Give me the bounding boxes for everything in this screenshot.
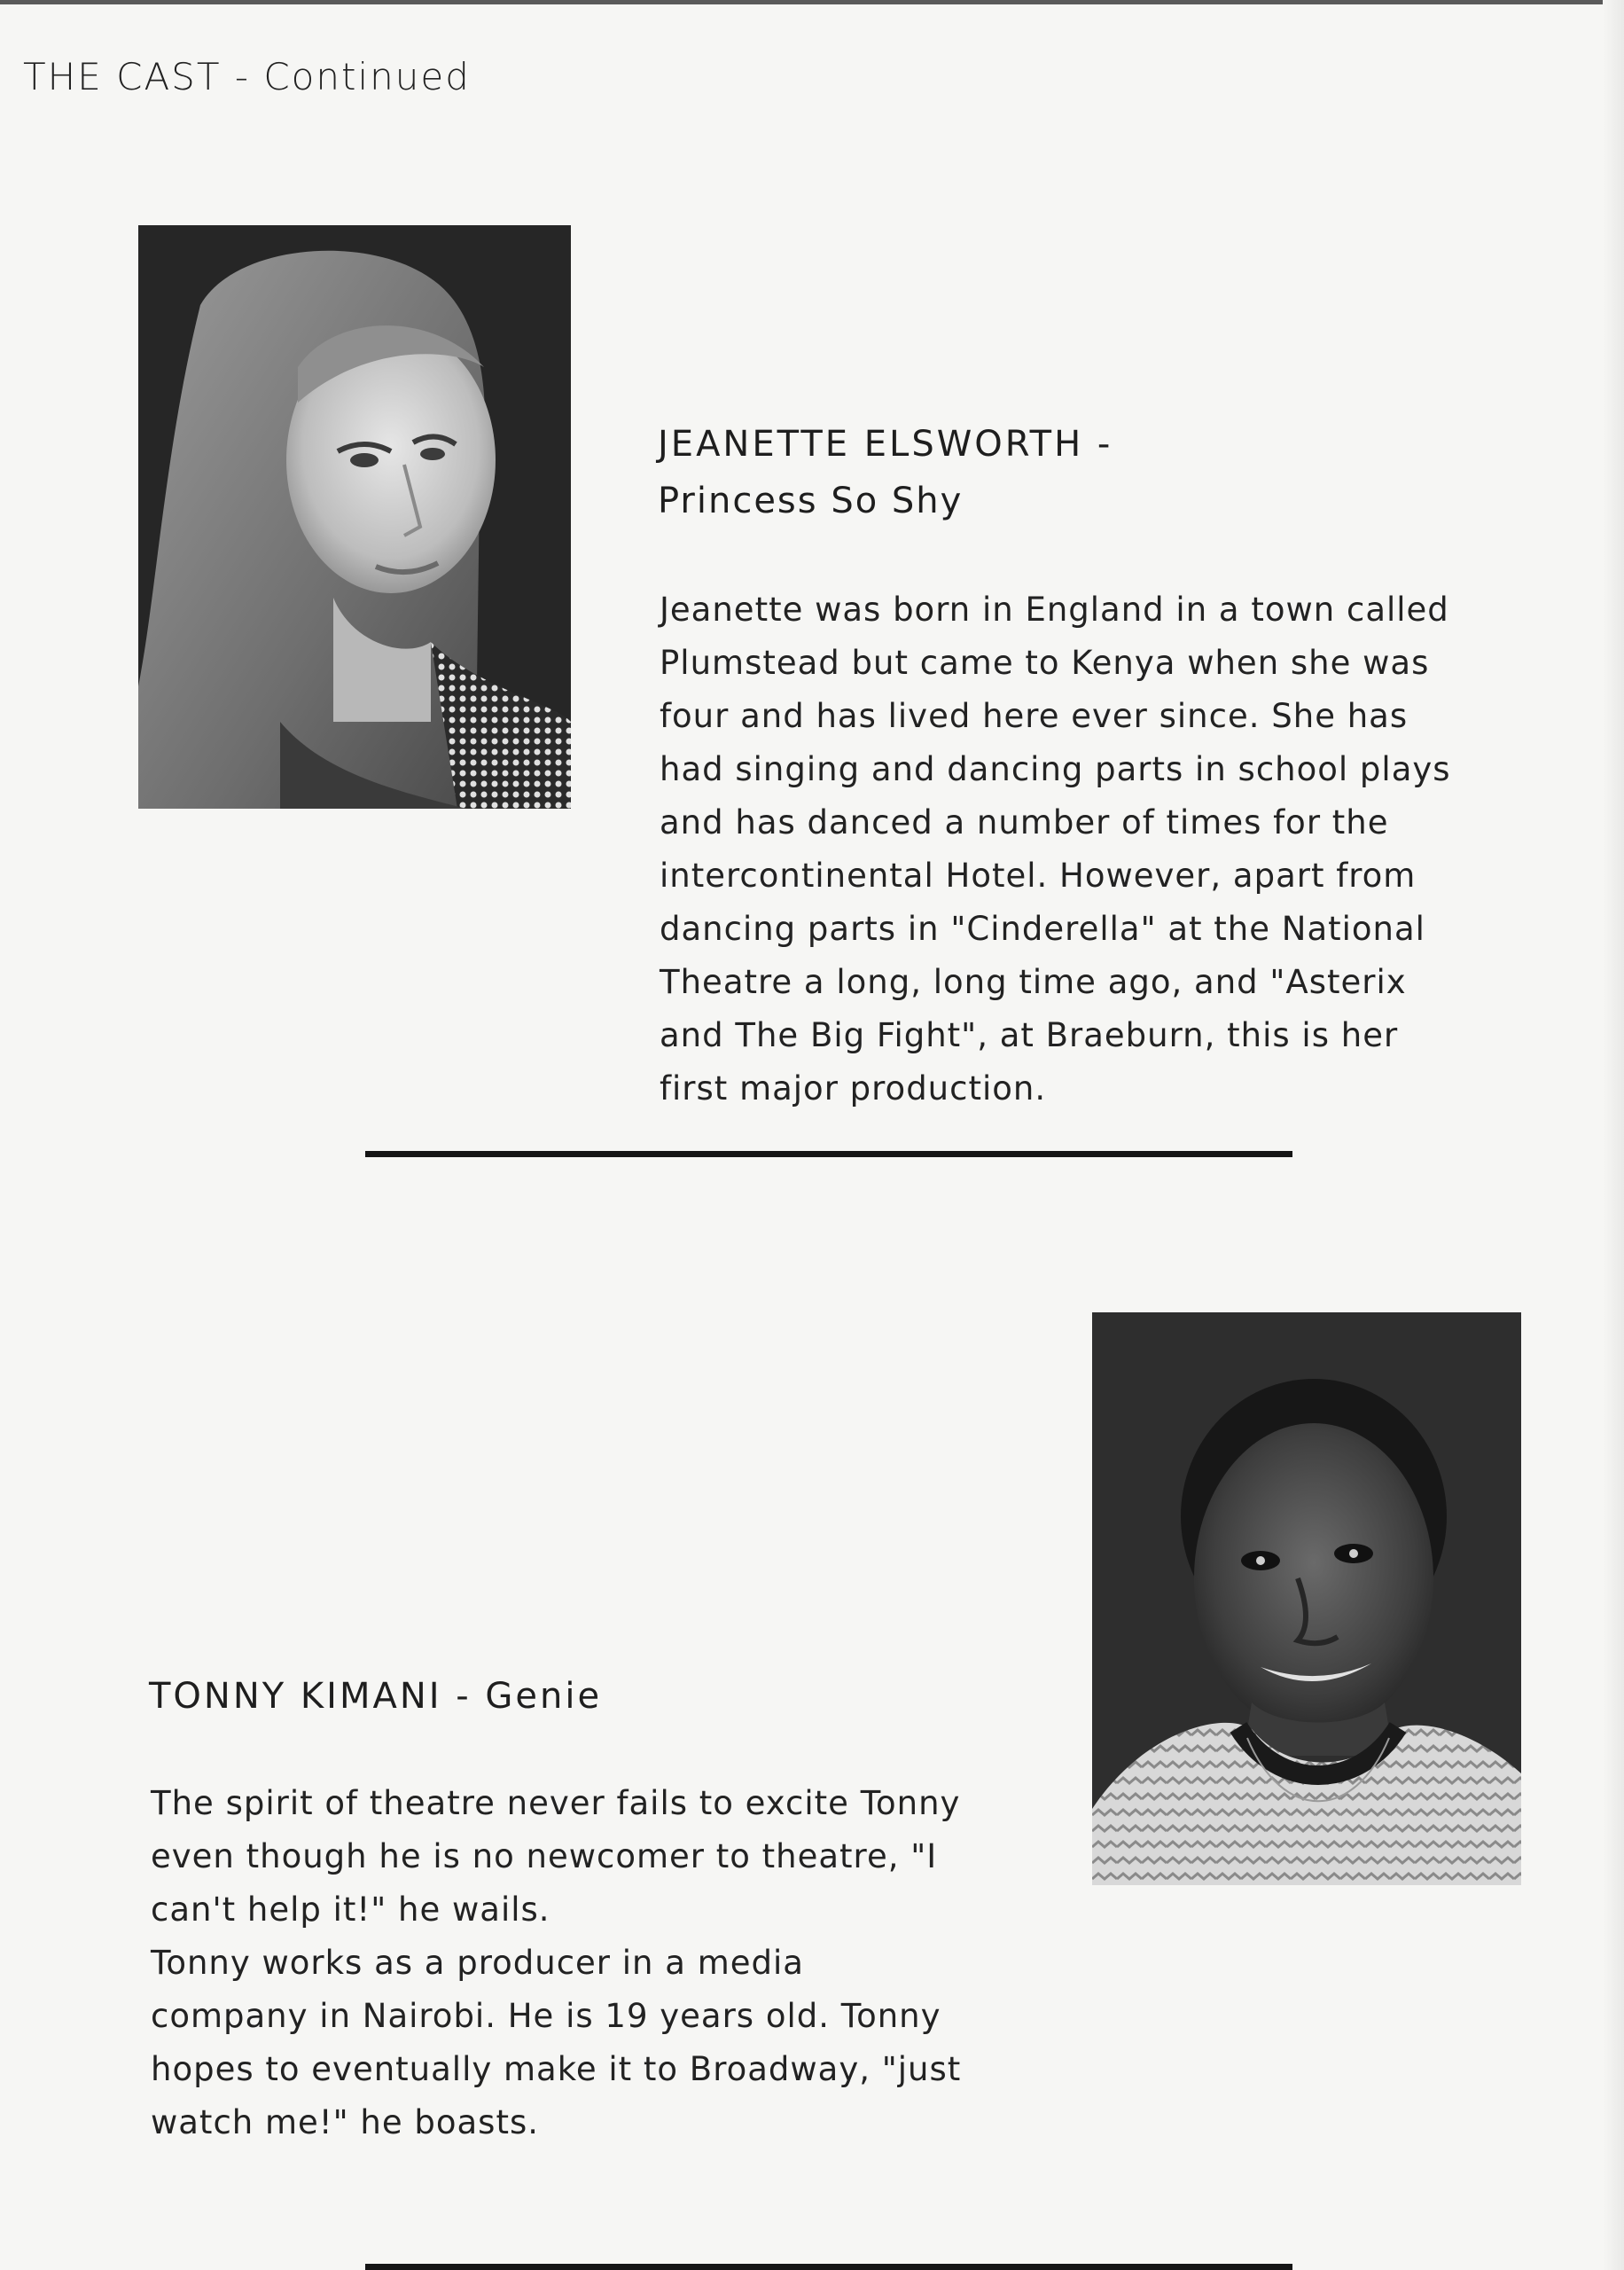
section-divider [365, 1151, 1292, 1157]
bio-line: and has danced a number of times for the [660, 803, 1389, 841]
bio-line: The spirit of theatre never fails to excite Tonny [151, 1784, 961, 1822]
bio-line: had singing and dancing parts in school plays [660, 750, 1451, 788]
page-top-edge [0, 0, 1624, 4]
bio-line: and The Big Fight", at Braeburn, this is her [660, 1016, 1399, 1054]
page-right-edge [1603, 0, 1624, 2270]
bio-line: first major production. [660, 1069, 1047, 1108]
bio-line: Jeanette was born in England in a town called [660, 591, 1449, 629]
bio-line: even though he is no newcomer to theatre, "I [151, 1837, 938, 1875]
cast-name-tonny: TONNY KIMANI - Genie [149, 1676, 603, 1717]
cast-name-jeanette: JEANETTE ELSWORTH - [658, 424, 1113, 465]
bio-line: company in Nairobi. He is 19 years old. Tonny [151, 1997, 941, 2035]
cast-bio-jeanette [660, 583, 1451, 1115]
portrait-photo-tonny [1092, 1312, 1521, 1885]
bio-line: Plumstead but came to Kenya when she was [660, 644, 1430, 682]
section-divider-bottom [365, 2264, 1292, 2270]
bio-line: Tonny works as a producer in a media [151, 1944, 804, 1982]
bio-line: dancing parts in "Cinderella" at the National [660, 910, 1425, 948]
bio-line: four and has lived here ever since. She has [660, 697, 1409, 735]
bio-line: hopes to eventually make it to Broadway, "just [151, 2050, 962, 2088]
bio-line: intercontinental Hotel. However, apart from [660, 857, 1417, 895]
bio-line: can't help it!" he wails. [151, 1890, 550, 1929]
page-header: THE CAST - Continued [23, 55, 471, 98]
cast-role-jeanette: Princess So Shy [658, 481, 964, 521]
bio-line: watch me!" he boasts. [151, 2103, 540, 2141]
bio-line: Theatre a long, long time ago, and "Asterix [660, 963, 1407, 1001]
portrait-photo-jeanette [138, 225, 571, 809]
cast-bio-tonny [151, 1777, 961, 2149]
